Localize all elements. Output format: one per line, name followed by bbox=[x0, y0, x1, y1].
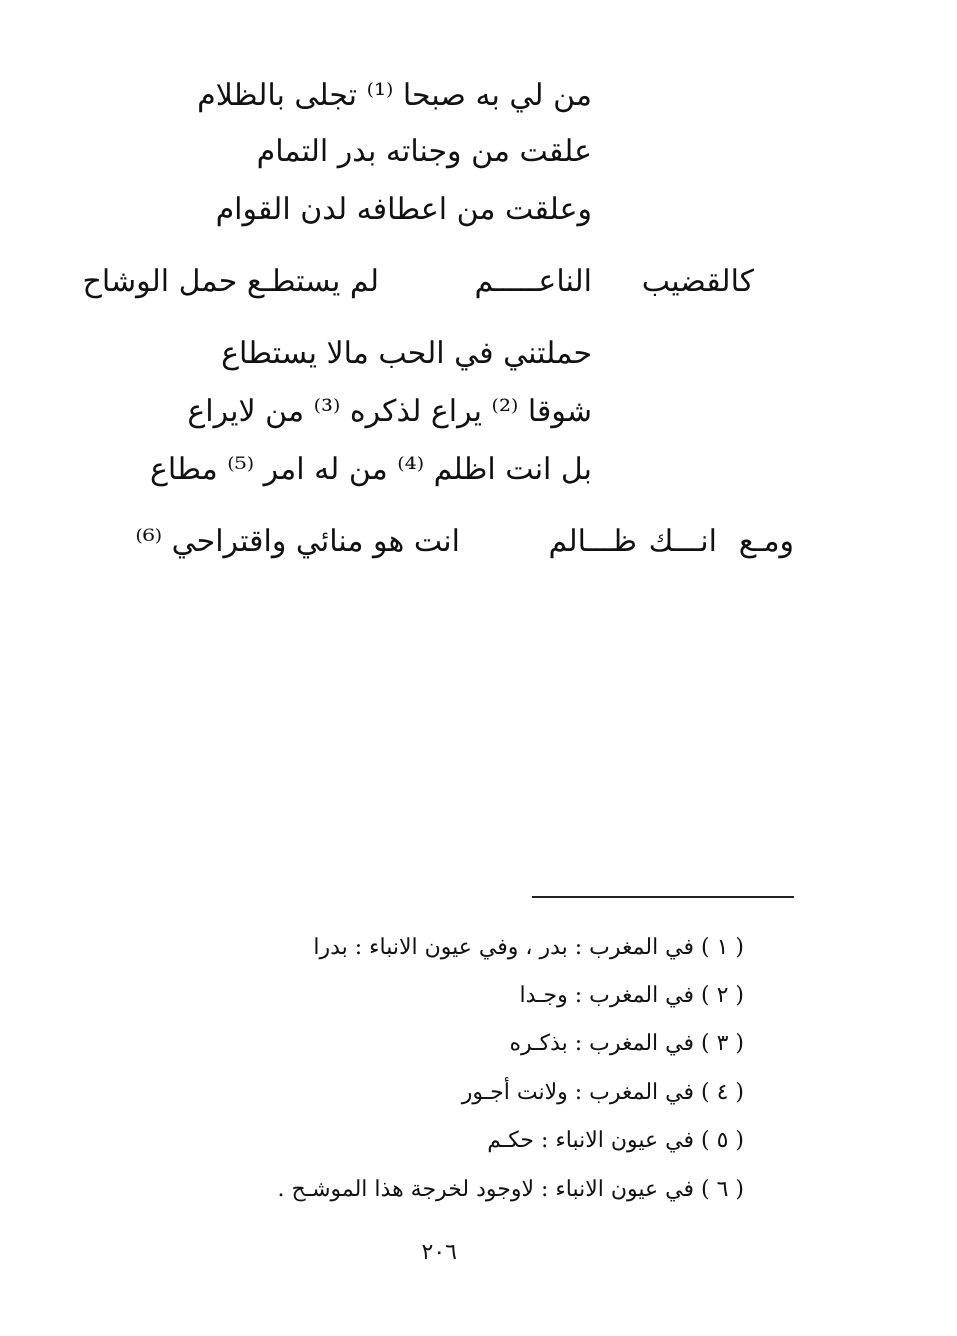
refrain-segment: لم يستطـع حمل الوشاح bbox=[82, 264, 379, 299]
footnote: ( ٣ ) في المغرب : بذكـره bbox=[509, 1031, 744, 1056]
refrain-segment: انـــك bbox=[648, 524, 717, 559]
refrain-segment: انت هو منائي واقتراحي ⁽⁶⁾ bbox=[135, 524, 460, 559]
refrain-segment: ومـع bbox=[738, 524, 794, 559]
footnote: ( ١ ) في المغرب : بدر ، وفي عيون الانباء : بدرا bbox=[313, 935, 744, 960]
verse-line: حملتني في الحب مالا يستطاع bbox=[221, 336, 592, 371]
verse-line: شوقا ⁽²⁾ يراع لذكره ⁽³⁾ من لايراع bbox=[187, 394, 592, 429]
verse-line: بل انت اظلم ⁽⁴⁾ من له امر ⁽⁵⁾ مطاع bbox=[150, 452, 592, 487]
verse-line: علقت من وجناته بدر التمام bbox=[256, 134, 592, 169]
refrain-segment: الناعـــــم bbox=[474, 264, 592, 299]
refrain-segment: كالقضيب bbox=[641, 264, 754, 299]
footnote: ( ٢ ) في المغرب : وجـدا bbox=[519, 983, 744, 1008]
footnote: ( ٥ ) في عيون الانباء : حكـم bbox=[487, 1128, 744, 1153]
refrain-segment: ظـــالم bbox=[548, 524, 637, 559]
verse-line: من لي به صبحا ⁽¹⁾ تجلى بالظلام bbox=[197, 78, 592, 113]
footnote: ( ٦ ) في عيون الانباء : لاوجود لخرجة هذا الموشـح . bbox=[277, 1177, 744, 1202]
verse-line: وعلقت من اعطافه لدن القوام bbox=[215, 192, 592, 227]
footnote: ( ٤ ) في المغرب : ولانت أجـور bbox=[461, 1080, 744, 1105]
page-number: ٢٠٦ bbox=[421, 1240, 457, 1265]
footnote-separator bbox=[532, 896, 794, 898]
